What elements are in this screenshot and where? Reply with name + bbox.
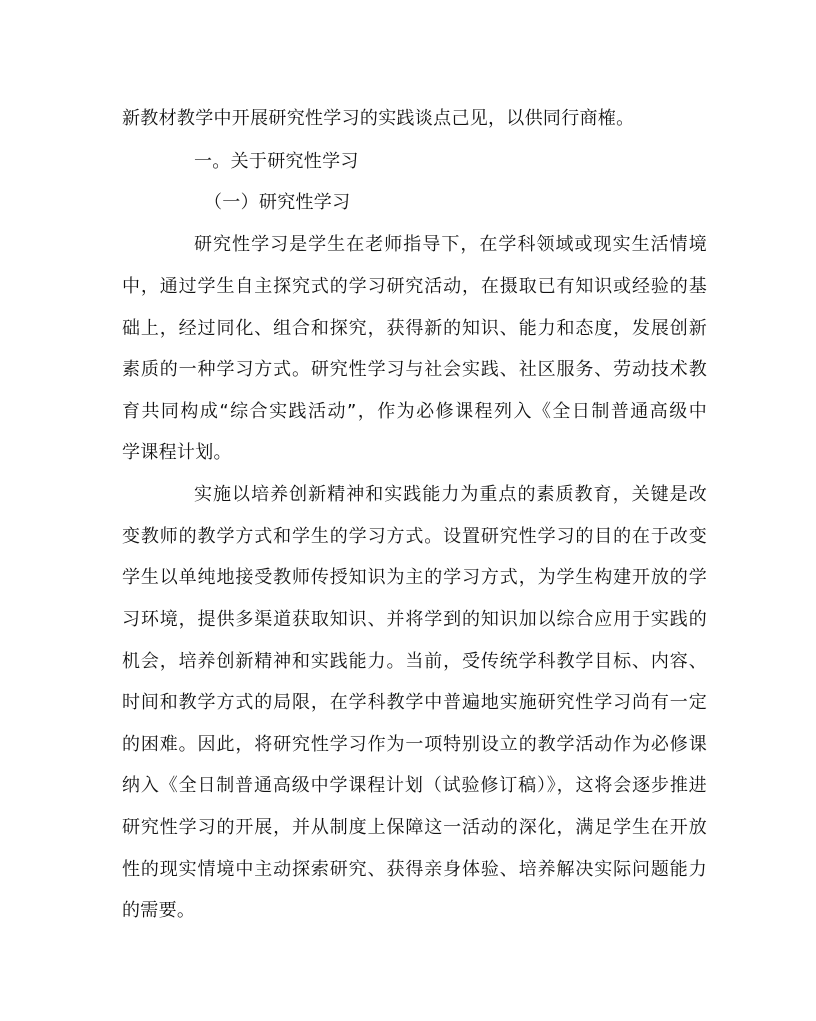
paragraph-2-line-5: 机会，培养创新精神和实践能力。当前，受传统学科教学目标、内容、 — [122, 651, 707, 672]
subsection-heading: （一）研究性学习 — [204, 192, 351, 213]
paragraph-1-line-1: 研究性学习是学生在老师指导下，在学科领域或现实生活情境 — [194, 234, 707, 255]
paragraph-1-line-4: 素质的一种学习方式。研究性学习与社会实践、社区服务、劳动技术教 — [122, 359, 707, 380]
paragraph-2-line-6: 时间和教学方式的局限，在学科教学中普遍地实施研究性学习尚有一定 — [122, 692, 707, 713]
paragraph-1-line-2: 中，通过学生自主探究式的学习研究活动，在摄取已有知识或经验的基 — [122, 276, 707, 297]
paragraph-2-line-3: 学生以单纯地接受教师传授知识为主的学习方式，为学生构建开放的学 — [122, 567, 707, 588]
paragraph-2-line-2: 变教师的教学方式和学生的学习方式。设置研究性学习的目的在于改变 — [122, 526, 707, 547]
paragraph-1-line-5: 育共同构成“综合实践活动”，作为必修课程列入《全日制普通高级中 — [122, 401, 707, 422]
paragraph-2-line-8: 纳入《全日制普通高级中学课程计划（试验修订稿）》，这将会逐步推进 — [122, 775, 707, 796]
paragraph-2-line-4: 习环境，提供多渠道获取知识、并将学到的知识加以综合应用于实践的 — [122, 609, 707, 630]
section-heading: 一。关于研究性学习 — [194, 151, 359, 172]
paragraph-2-line-11: 的需要。 — [122, 900, 196, 921]
paragraph-2-line-9: 研究性学习的开展，并从制度上保障这一活动的深化，满足学生在开放 — [122, 817, 707, 838]
paragraph-2-line-7: 的困难。因此，将研究性学习作为一项特别设立的教学活动作为必修课 — [122, 734, 707, 755]
paragraph-2-line-1: 实施以培养创新精神和实践能力为重点的素质教育，关键是改 — [194, 484, 707, 505]
paragraph-1-line-3: 础上，经过同化、组合和探究，获得新的知识、能力和态度，发展创新 — [122, 318, 707, 339]
paragraph-2-line-10: 性的现实情境中主动探索研究、获得亲身体验、培养解决实际问题能力 — [122, 859, 707, 880]
text-line-intro: 新教材教学中开展研究性学习的实践谈点己见，以供同行商榷。 — [122, 108, 635, 129]
paragraph-1-line-6: 学课程计划。 — [122, 442, 232, 463]
